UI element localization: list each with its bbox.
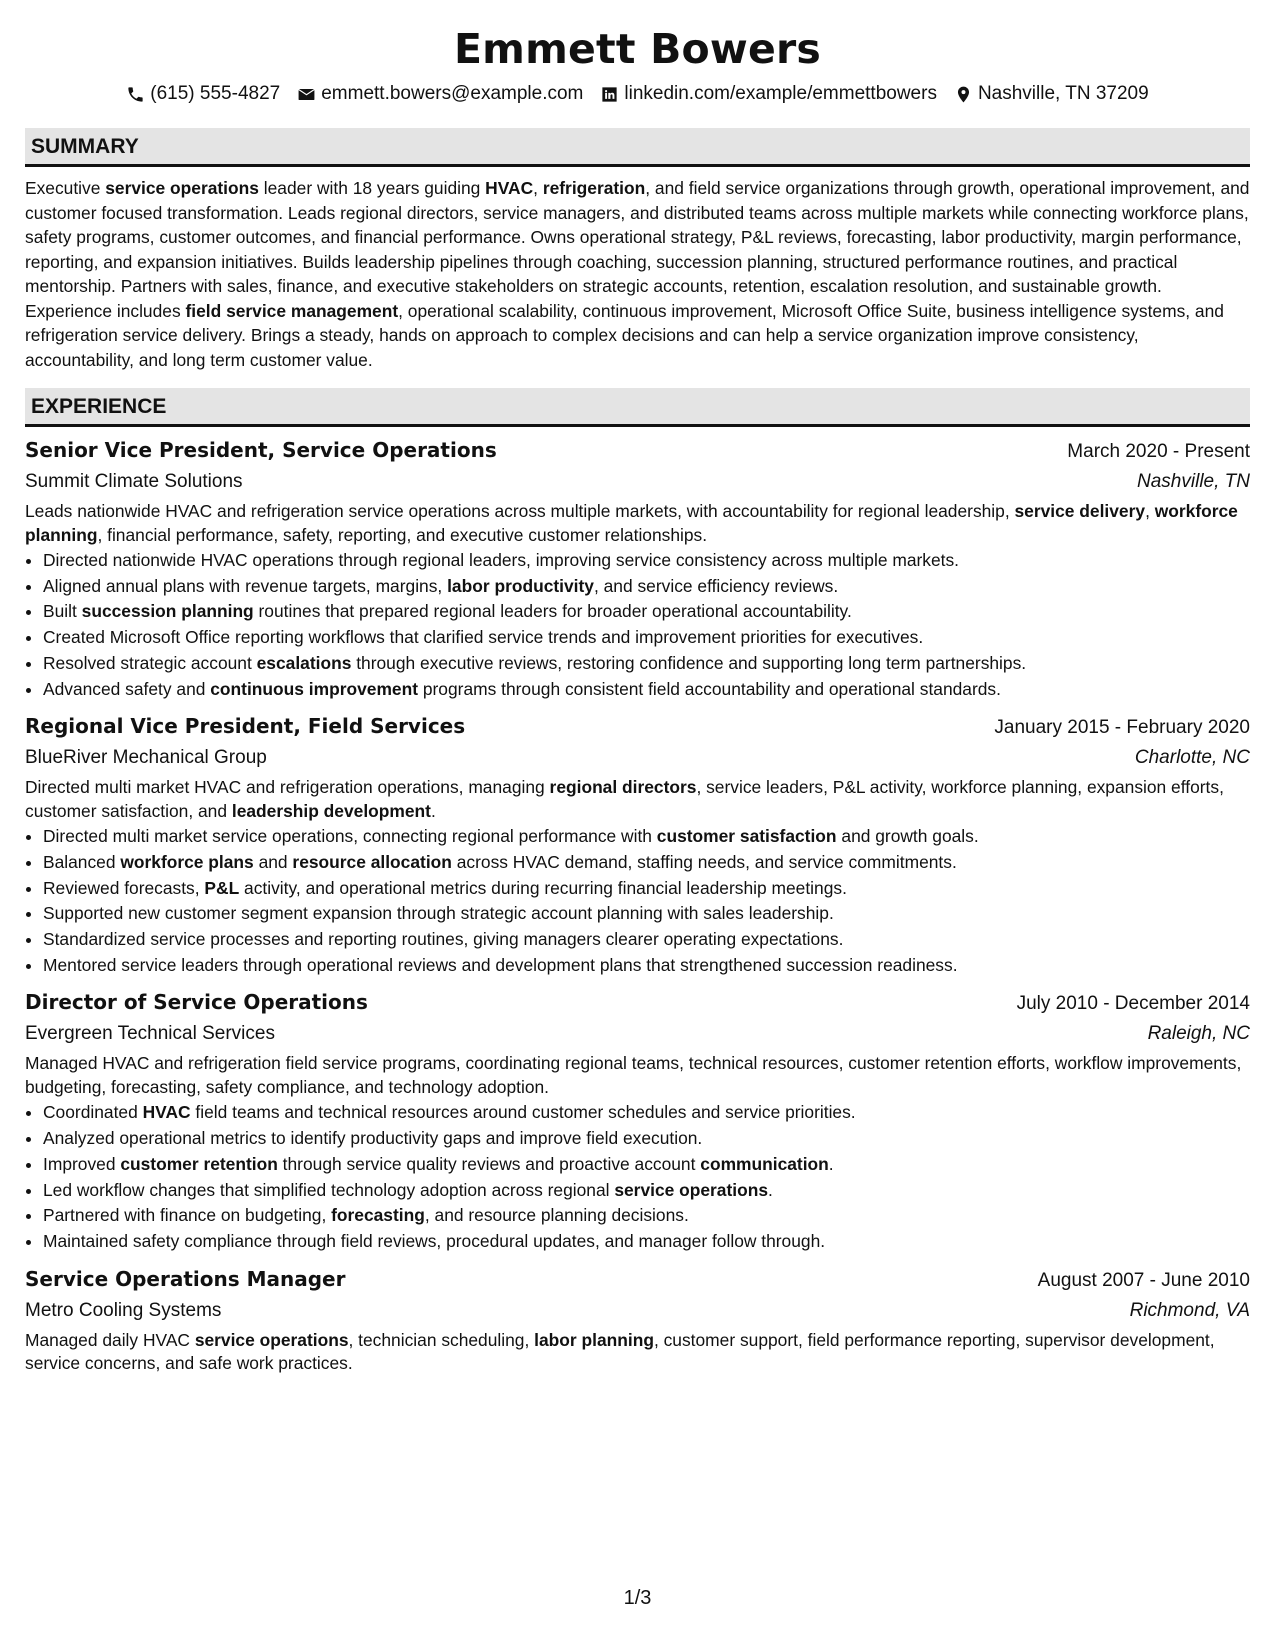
job-title: Senior Vice President, Service Operations — [25, 438, 497, 462]
linkedin-icon — [600, 85, 619, 104]
job-bullet-item: • Aligned annual plans with revenue targets, margins, labor productivity, and service efficiency reviews. — [43, 574, 1250, 600]
experience-section-header — [25, 388, 1250, 427]
envelope-icon — [297, 85, 316, 104]
job-dates: July 2010 - December 2014 — [1016, 993, 1250, 1015]
contact-phone-text: (615) 555-4827 — [150, 83, 281, 104]
job-description: Managed HVAC and refrigeration field service programs, coordinating regional teams, technical resources, customer retention efforts, workflow improvements, budgeting, forecasting, safety compliance, and technology adoption. — [25, 1053, 1242, 1097]
map-pin-icon — [954, 85, 973, 104]
contact-email[interactable] — [297, 80, 583, 108]
job-bullet-item: • Mentored service leaders through operational reviews and development plans that strengthened succession readiness. — [43, 953, 1250, 979]
job-company: Evergreen Technical Services — [25, 1023, 275, 1045]
contact-linkedin[interactable] — [600, 80, 937, 108]
job-location: Nashville, TN — [1137, 471, 1250, 492]
page-number: 1/3 — [623, 1587, 652, 1609]
job-bullet-item: • Balanced workforce plans and resource allocation across HVAC demand, staffing needs, and service commitments. — [43, 850, 1250, 876]
contact-phone[interactable] — [126, 80, 280, 108]
job-bullet-item: • Improved customer retention through service quality reviews and proactive account communication. — [43, 1152, 1250, 1178]
job-bullets — [25, 824, 1250, 978]
contact-bar — [25, 80, 1250, 108]
job-bullet-item: • Directed multi market service operations, connecting regional performance with customer satisfaction and growth goals. — [43, 824, 1250, 850]
summary-text: Executive service operations leader with 18 years guiding HVAC, refrigeration, and field service organizations through growth, operational improvement, and customer focused transformation. Leads regional directors, service managers, and distributed teams across multiple markets while connecting workforce plans, safety programs, customer outcomes, and financial performance. Owns operational strategy, P&L reviews, forecasting, labor productivity, margin performance, reporting, and expansion initiatives. Builds leadership pipelines through coaching, succession planning, structured performance routines, and practical mentorship. Partners with sales, finance, and executive stakeholders on strategic accounts, retention, escalation resolution, and sustainable growth. Experience includes field service management, operational scalability, continuous improvement, Microsoft Office Suite, business intelligence systems, and refrigeration service delivery. Brings a steady, hands on approach to complex decisions and can help a service organization improve consistency, accountability, and long term customer value. — [25, 178, 1250, 370]
job-location: Charlotte, NC — [1134, 747, 1250, 769]
summary-heading: SUMMARY — [31, 135, 139, 158]
job-bullet-item: • Supported new customer segment expansion through strategic account planning with sales leadership. — [43, 901, 1250, 927]
job-entry — [25, 711, 1250, 978]
job-bullet-item: • Reviewed forecasts, P&L activity, and operational metrics during recurring financial leadership meetings. — [43, 876, 1250, 902]
job-company-row — [25, 1296, 1250, 1326]
job-bullet-item: • Coordinated HVAC field teams and technical resources around customer schedules and service priorities. — [43, 1100, 1250, 1126]
job-bullet-item: • Created Microsoft Office reporting workflows that clarified service trends and improvement priorities for executives. — [43, 625, 1250, 651]
job-bullets — [25, 1100, 1250, 1254]
job-company: BlueRiver Mechanical Group — [25, 747, 267, 769]
job-entry — [25, 435, 1250, 702]
job-dates: March 2020 - Present — [1067, 441, 1250, 462]
job-bullet-item: • Built succession planning routines that prepared regional leaders for broader operational accountability. — [43, 599, 1250, 625]
job-location: Richmond, VA — [1129, 1299, 1250, 1321]
candidate-name: Emmett Bowers — [453, 25, 822, 73]
job-bullet-item: • Maintained safety compliance through field reviews, procedural updates, and manager follow through. — [43, 1229, 1250, 1255]
job-header-row — [25, 711, 1250, 743]
job-bullet-item: • Advanced safety and continuous improvement programs through consistent field accountability and operational standards. — [43, 677, 1250, 703]
contact-linkedin-text: linkedin.com/example/emmettbowers — [624, 83, 937, 104]
job-company: Summit Climate Solutions — [25, 471, 243, 492]
job-title: Regional Vice President, Field Services — [25, 714, 466, 739]
job-bullet-item: • Resolved strategic account escalations through executive reviews, restoring confidence and supporting long term partnerships. — [43, 651, 1250, 677]
job-company-row — [25, 467, 1250, 497]
job-dates: January 2015 - February 2020 — [994, 717, 1250, 739]
job-description: Leads nationwide HVAC and refrigeration service operations across multiple markets, with accountability for regional leadership, service delivery, workforce planning, financial performance, safety, reporting, and executive customer relationships. — [25, 501, 1238, 545]
job-bullet-item: • Led workflow changes that simplified technology adoption across regional service operations. — [43, 1178, 1250, 1204]
job-bullet-item: • Analyzed operational metrics to identify productivity gaps and improve field execution. — [43, 1126, 1250, 1152]
job-title: Service Operations Manager — [25, 1266, 346, 1291]
experience-heading: EXPERIENCE — [31, 395, 167, 418]
job-entry — [25, 1264, 1250, 1376]
job-title: Director of Service Operations — [25, 990, 368, 1015]
job-header-row — [25, 435, 1250, 467]
phone-icon — [126, 85, 145, 104]
job-bullet-item: • Standardized service processes and reporting routines, giving managers clearer operating expectations. — [43, 927, 1250, 953]
job-dates: August 2007 - June 2010 — [1037, 1269, 1250, 1291]
job-company-row — [25, 1019, 1250, 1049]
job-header-row — [25, 1264, 1250, 1296]
job-bullet-item: • Partnered with finance on budgeting, forecasting, and resource planning decisions. — [43, 1203, 1250, 1229]
summary-section-header — [25, 128, 1250, 167]
job-bullet-item: • Directed nationwide HVAC operations through regional leaders, improving service consistency across multiple markets. — [43, 548, 1250, 574]
job-company-row — [25, 743, 1250, 773]
job-location: Raleigh, NC — [1147, 1023, 1250, 1045]
resume-page — [25, 22, 1250, 1376]
job-entry — [25, 987, 1250, 1254]
job-description: Managed daily HVAC service operations, technician scheduling, labor planning, customer support, field performance reporting, supervisor development, service concerns, and safe work practices. — [25, 1329, 1215, 1374]
job-description: Directed multi market HVAC and refrigeration operations, managing regional directors, service leaders, P&L activity, workforce planning, expansion efforts, customer satisfaction, and leadership development. — [25, 777, 1224, 821]
job-bullets — [25, 548, 1250, 702]
job-header-row — [25, 987, 1250, 1019]
contact-email-text: emmett.bowers@example.com — [321, 83, 584, 104]
contact-location-text: Nashville, TN 37209 — [977, 83, 1149, 104]
job-company: Metro Cooling Systems — [25, 1299, 222, 1321]
experience-list — [25, 435, 1250, 1376]
contact-location — [954, 80, 1149, 108]
